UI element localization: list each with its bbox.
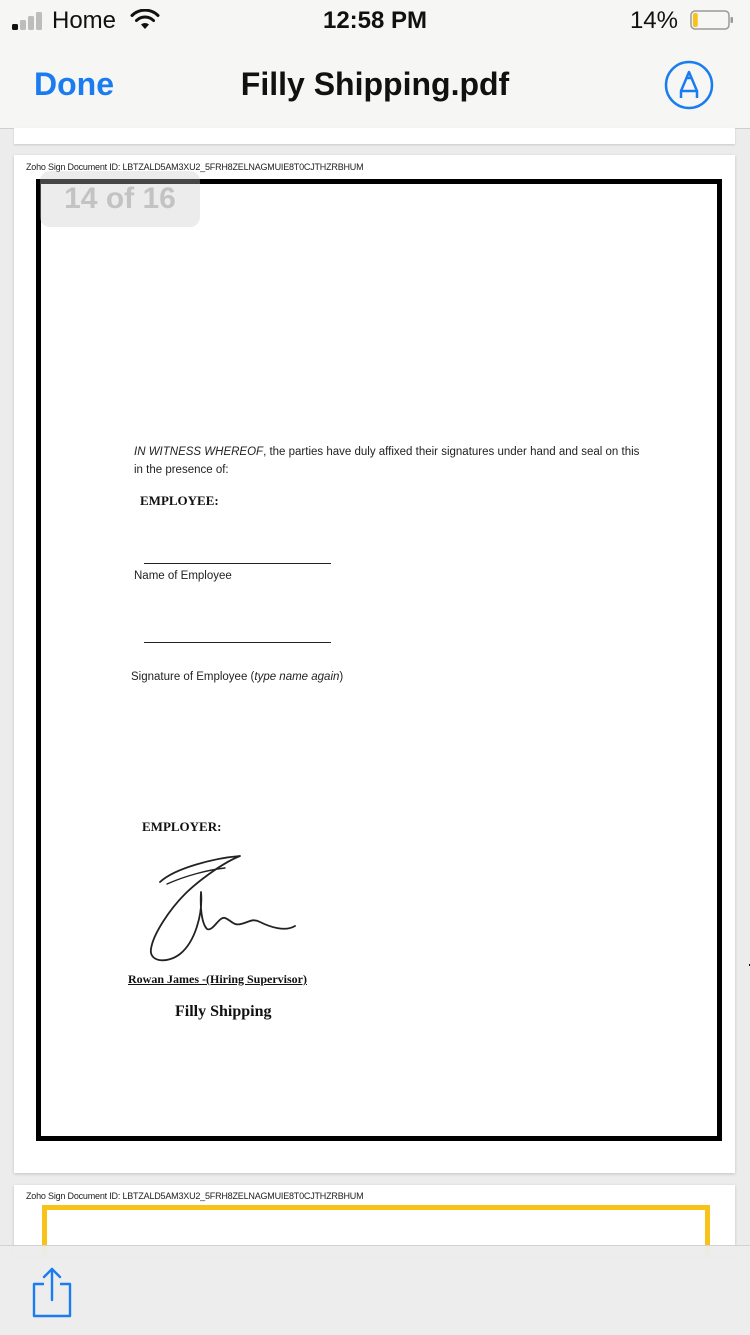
witness-paragraph <box>134 443 694 479</box>
document-title: Filly Shipping.pdf <box>240 66 510 102</box>
navigation-bar <box>0 42 750 129</box>
witness-italic-text: IN WITNESS WHEREOF <box>134 446 264 458</box>
signer-name: Rowan James -(Hiring Supervisor) <box>128 972 307 986</box>
status-bar <box>0 0 750 42</box>
employee-name-line <box>144 563 331 564</box>
document-id: Zoho Sign Document ID: LBTZALD5AM3XU2_5FRH8ZELNAGMUIE8T0CJTHZRBHUM <box>26 162 364 172</box>
employee-signature-label: Signature of Employee (type name again) <box>131 671 344 683</box>
employer-heading: EMPLOYER: <box>142 819 222 834</box>
previous-page <box>14 128 735 144</box>
clock: 12:58 PM <box>322 7 428 34</box>
battery-icon <box>690 10 734 30</box>
battery-percentage: 14% <box>629 7 678 34</box>
page-border-frame <box>36 179 722 1141</box>
pdf-page <box>14 155 735 1173</box>
share-icon[interactable] <box>30 1266 74 1318</box>
witness-text: , the parties have duly affixed their signatures under hand and seal on this <box>263 446 640 458</box>
employee-name-label: Name of Employee <box>134 570 232 582</box>
company-name: Filly Shipping <box>175 1003 272 1020</box>
employee-signature-line <box>144 642 331 643</box>
done-button[interactable]: Done <box>34 66 114 102</box>
bottom-toolbar <box>0 1245 750 1335</box>
handwritten-signature <box>145 854 315 966</box>
employee-heading: EMPLOYEE: <box>140 493 219 508</box>
page-indicator: 14 of 16 <box>40 171 200 227</box>
witness-text-continued: in the presence of: <box>134 464 229 476</box>
next-page-document-id: Zoho Sign Document ID: LBTZALD5AM3XU2_5FRH8ZELNAGMUIE8T0CJTHZRBHUM <box>26 1191 364 1201</box>
carrier-label: Home <box>52 7 117 34</box>
markup-pen-icon[interactable] <box>664 60 714 110</box>
